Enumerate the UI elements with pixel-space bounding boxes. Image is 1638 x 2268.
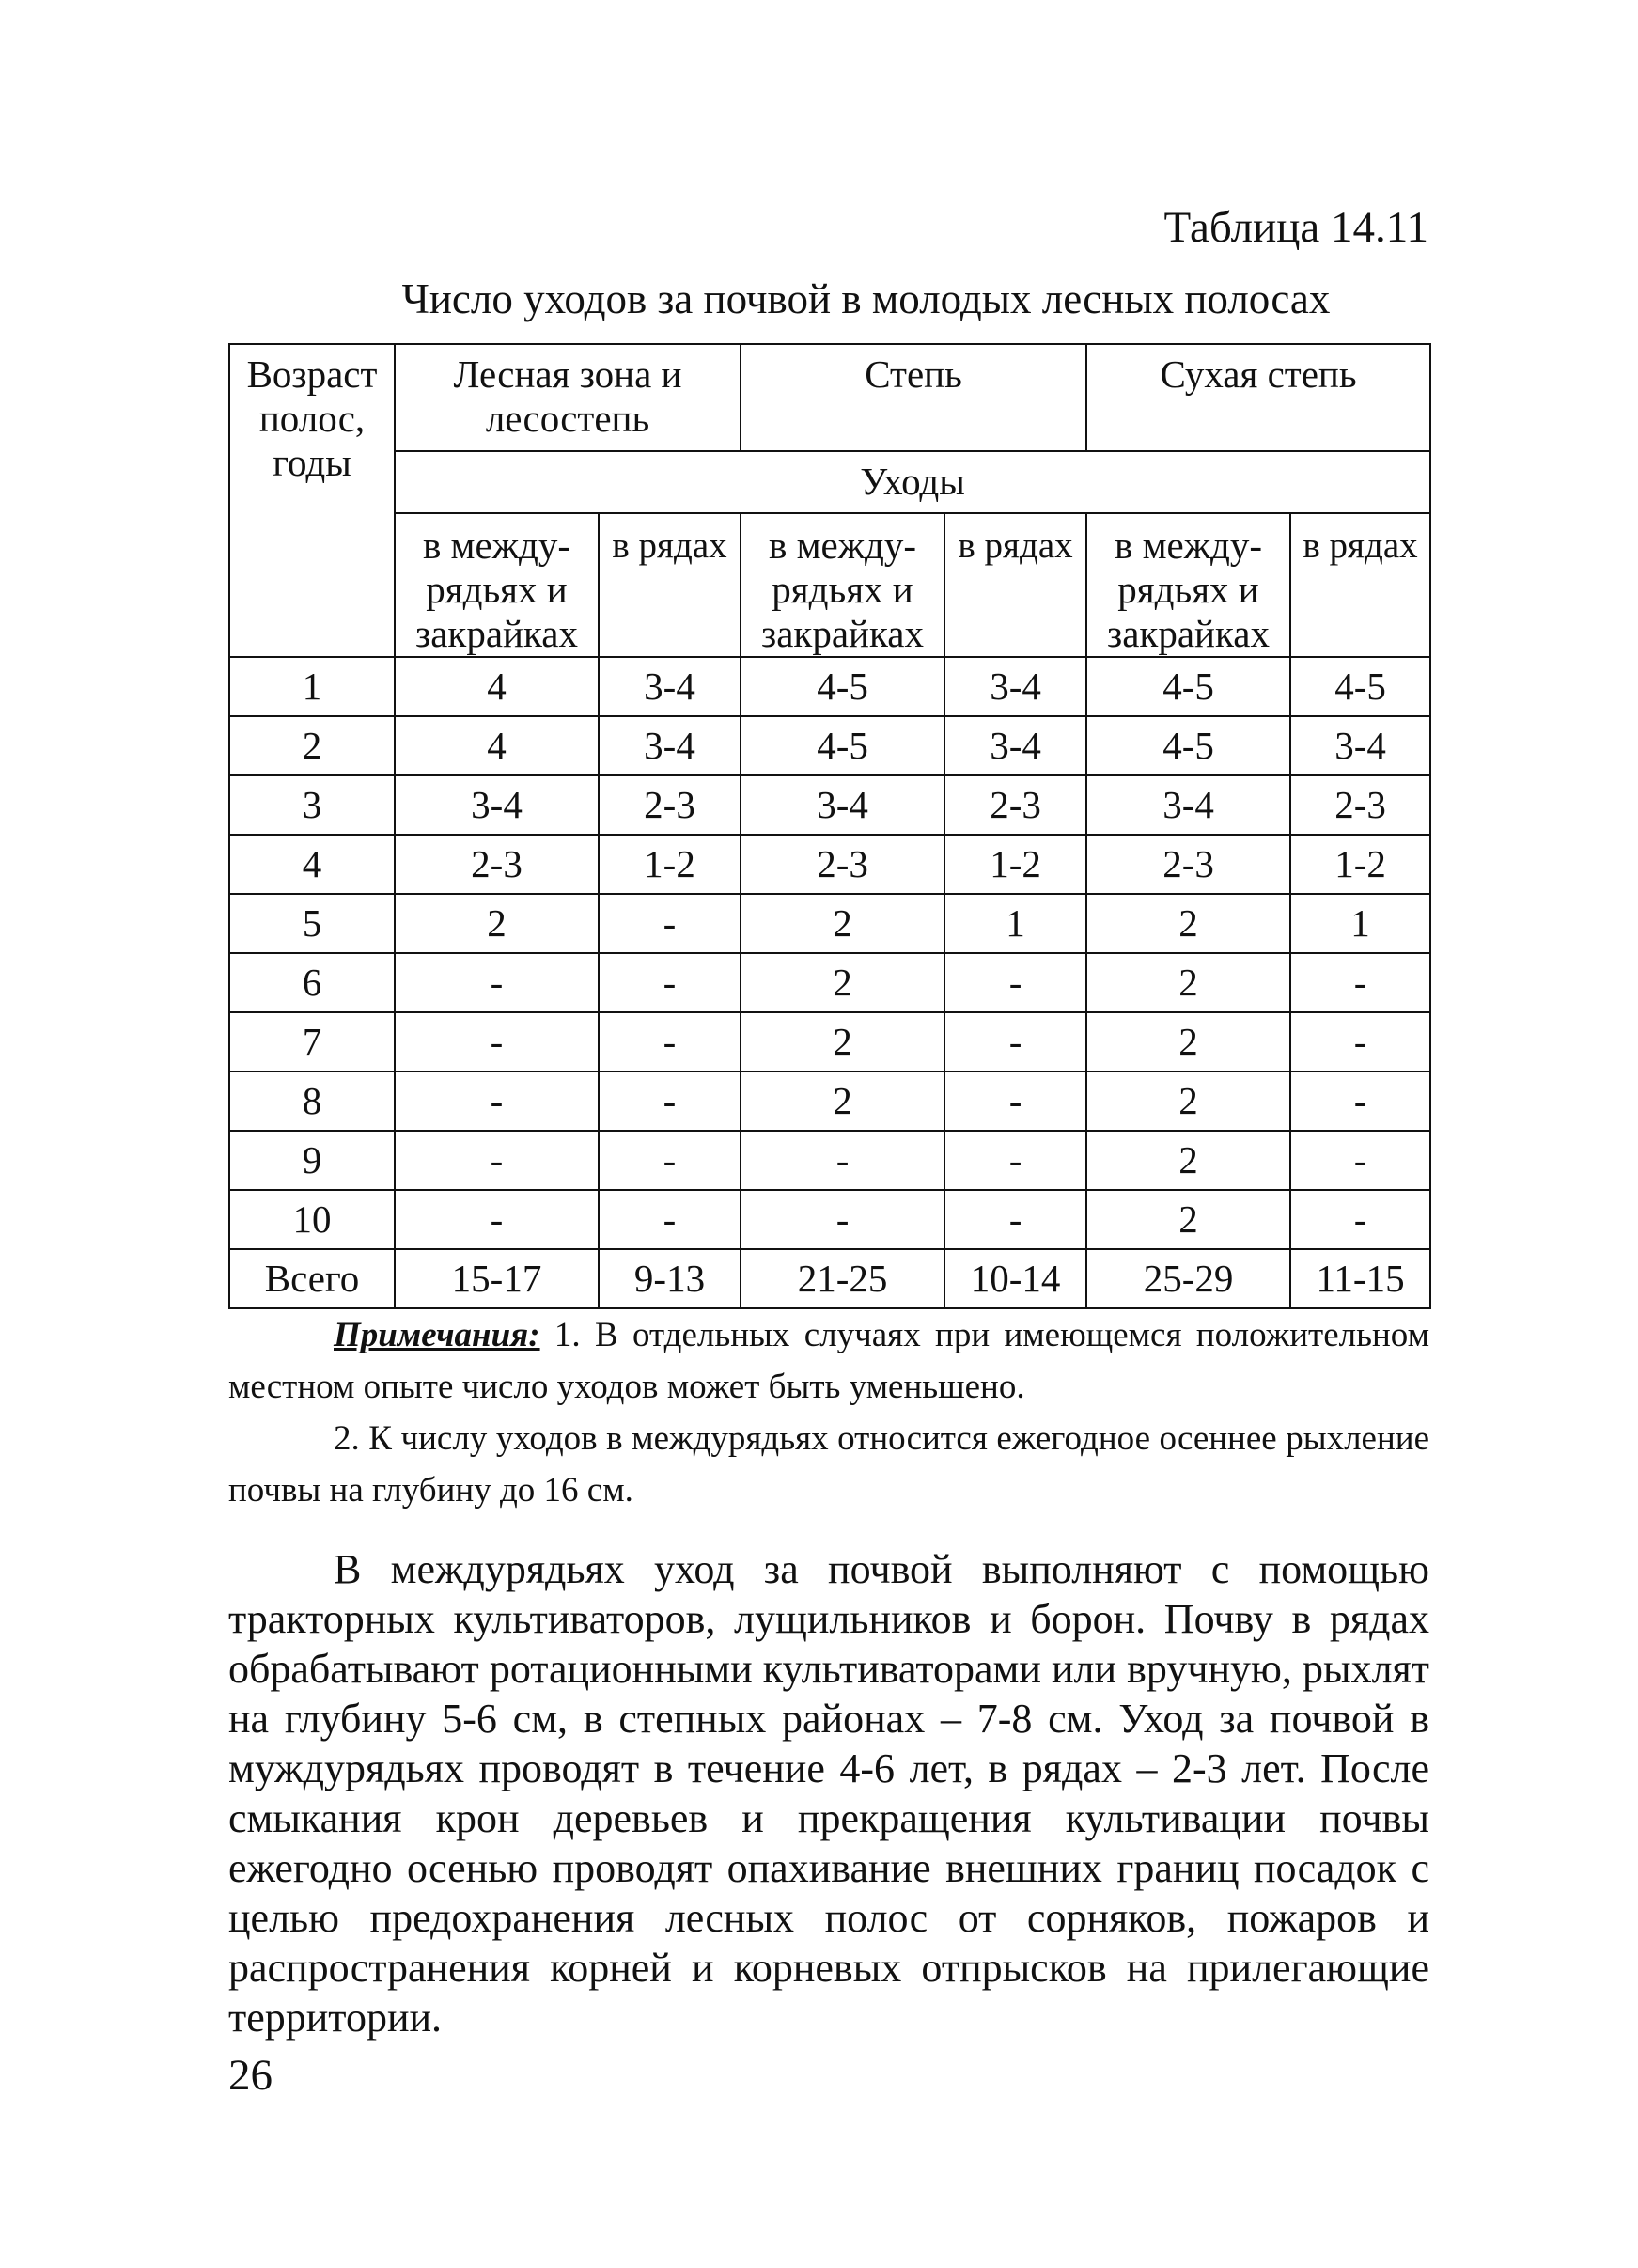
table-cell: 3-4	[599, 716, 741, 775]
row-label-cell: 6	[229, 953, 395, 1012]
table-cell: -	[944, 953, 1086, 1012]
table-cell: 1-2	[1290, 835, 1430, 894]
row-label-cell: 8	[229, 1071, 395, 1131]
notes-label: Примечания:	[334, 1316, 540, 1354]
table-cell: 2	[395, 894, 599, 953]
header-care: Уходы	[395, 451, 1430, 513]
table-row	[229, 1249, 1430, 1308]
header-subcol: в между-рядьях и закрайках	[741, 513, 944, 657]
header-row-care	[229, 451, 1430, 513]
table-cell: 2	[1086, 1071, 1290, 1131]
table-cell: 15-17	[395, 1249, 599, 1308]
table-cell: 3-4	[944, 716, 1086, 775]
table-cell: -	[599, 953, 741, 1012]
page-number: 26	[228, 2051, 273, 2100]
row-label-cell: 9	[229, 1131, 395, 1190]
note-2: 2. К числу уходов в междурядьях относится ежегодное осеннее рыхление почвы на глубину до 16 см.	[228, 1419, 1429, 1509]
row-label-cell: 2	[229, 716, 395, 775]
table-row	[229, 835, 1430, 894]
table-title: Число уходов за почвой в молодых лесных полосах	[401, 275, 1331, 322]
header-age: Возраст полос, годы	[229, 344, 395, 657]
table-cell: 2	[741, 953, 944, 1012]
table-cell: 2-3	[395, 835, 599, 894]
table-row	[229, 775, 1430, 835]
header-subcol: в между-рядьях и закрайках	[1086, 513, 1290, 657]
table-cell: -	[944, 1012, 1086, 1071]
row-label-cell: 10	[229, 1190, 395, 1249]
table-cell: -	[395, 1012, 599, 1071]
row-label-cell: 7	[229, 1012, 395, 1071]
table-cell: 2	[1086, 1012, 1290, 1071]
table-cell: 3-4	[741, 775, 944, 835]
header-zone-forest: Лесная зона и лесостепь	[395, 344, 741, 451]
table-cell: -	[599, 1012, 741, 1071]
table-cell: -	[944, 1071, 1086, 1131]
table-row	[229, 716, 1430, 775]
header-row-zones	[229, 344, 1430, 451]
table-cell: -	[1290, 1012, 1430, 1071]
table-cell: 3-4	[944, 657, 1086, 716]
table-label: Таблица 14.11	[1163, 203, 1428, 252]
table-cell: 2	[1086, 1131, 1290, 1190]
table-cell: -	[1290, 1071, 1430, 1131]
table-cell: 11-15	[1290, 1249, 1430, 1308]
body-text	[228, 1544, 1429, 2042]
table-cell: -	[599, 894, 741, 953]
header-subcol: в рядах	[599, 513, 741, 657]
table-cell: 3-4	[1086, 775, 1290, 835]
row-label-cell: 1	[229, 657, 395, 716]
table-cell: 2	[1086, 953, 1290, 1012]
table-cell: -	[944, 1190, 1086, 1249]
table-cell: 2-3	[741, 835, 944, 894]
table-cell: 1	[1290, 894, 1430, 953]
header-subcol: в между-рядьях и закрайках	[395, 513, 599, 657]
table-cell: -	[741, 1190, 944, 1249]
table-cell: 9-13	[599, 1249, 741, 1308]
table-row	[229, 1071, 1430, 1131]
table-cell: -	[1290, 1131, 1430, 1190]
table-row	[229, 953, 1430, 1012]
table-cell: 4-5	[741, 716, 944, 775]
table-cell: 2-3	[944, 775, 1086, 835]
table-cell: 21-25	[741, 1249, 944, 1308]
table-cell: -	[944, 1131, 1086, 1190]
note-1: 1. В отдельных случаях при имеющемся положительном местном опыте число уходов может быть уменьшено.	[228, 1316, 1429, 1406]
body-paragraph: В междурядьях уход за почвой выполняют с помощью тракторных культиваторов, лущильников и борон. Почву в рядах обрабатывают ротационными культиваторами или вручную, рыхлят на глубину 5-6 см, в степных районах – 7-8 см. Уход за почвой в муждурядьях проводят в течение 4-6 лет, в рядах – 2-3 лет. После смыкания крон деревьев и прекращения культивации почвы ежегодно осенью проводят опахивание внешних границ посадок с целью предохранения лесных полос от сорняков, пожаров и распространения корней и корневых отпрысков на прилегающие территории.	[228, 1546, 1429, 2041]
table-cell: 2	[741, 1071, 944, 1131]
table-cell: 4	[395, 657, 599, 716]
table-cell: -	[599, 1071, 741, 1131]
table-cell: -	[395, 953, 599, 1012]
care-table	[228, 343, 1431, 1309]
table-cell: 3-4	[599, 657, 741, 716]
table-cell: 1-2	[599, 835, 741, 894]
table-row	[229, 894, 1430, 953]
table-cell: 4-5	[1290, 657, 1430, 716]
table-cell: 4-5	[1086, 657, 1290, 716]
notes	[228, 1309, 1429, 1516]
header-zone-dry-steppe: Сухая степь	[1086, 344, 1430, 451]
table-cell: 4	[395, 716, 599, 775]
table-cell: 3-4	[395, 775, 599, 835]
table-row	[229, 1012, 1430, 1071]
table-row	[229, 657, 1430, 716]
table-cell: 2	[741, 1012, 944, 1071]
table-cell: -	[599, 1190, 741, 1249]
table-cell: -	[741, 1131, 944, 1190]
table-cell: 10-14	[944, 1249, 1086, 1308]
table-cell: -	[395, 1190, 599, 1249]
header-zone-steppe: Степь	[741, 344, 1086, 451]
table-cell: 4-5	[1086, 716, 1290, 775]
table-row	[229, 1190, 1430, 1249]
table-cell: 2	[1086, 894, 1290, 953]
table-cell: -	[1290, 953, 1430, 1012]
table-cell: 1-2	[944, 835, 1086, 894]
table-cell: 25-29	[1086, 1249, 1290, 1308]
table-cell: -	[395, 1131, 599, 1190]
row-label-cell: 4	[229, 835, 395, 894]
row-label-cell: 3	[229, 775, 395, 835]
table-cell: 4-5	[741, 657, 944, 716]
header-subcol: в рядах	[944, 513, 1086, 657]
table-cell: -	[395, 1071, 599, 1131]
table-cell: 2	[1086, 1190, 1290, 1249]
table-cell: 1	[944, 894, 1086, 953]
header-row-subcols	[229, 513, 1430, 657]
row-label-cell: Всего	[229, 1249, 395, 1308]
table-cell: -	[599, 1131, 741, 1190]
table-cell: 2-3	[599, 775, 741, 835]
table-body	[229, 657, 1430, 1308]
header-subcol: в рядах	[1290, 513, 1430, 657]
table-cell: 2-3	[1290, 775, 1430, 835]
table-row	[229, 1131, 1430, 1190]
table-cell: 2-3	[1086, 835, 1290, 894]
table-cell: -	[1290, 1190, 1430, 1249]
table-cell: 3-4	[1290, 716, 1430, 775]
row-label-cell: 5	[229, 894, 395, 953]
table-cell: 2	[741, 894, 944, 953]
